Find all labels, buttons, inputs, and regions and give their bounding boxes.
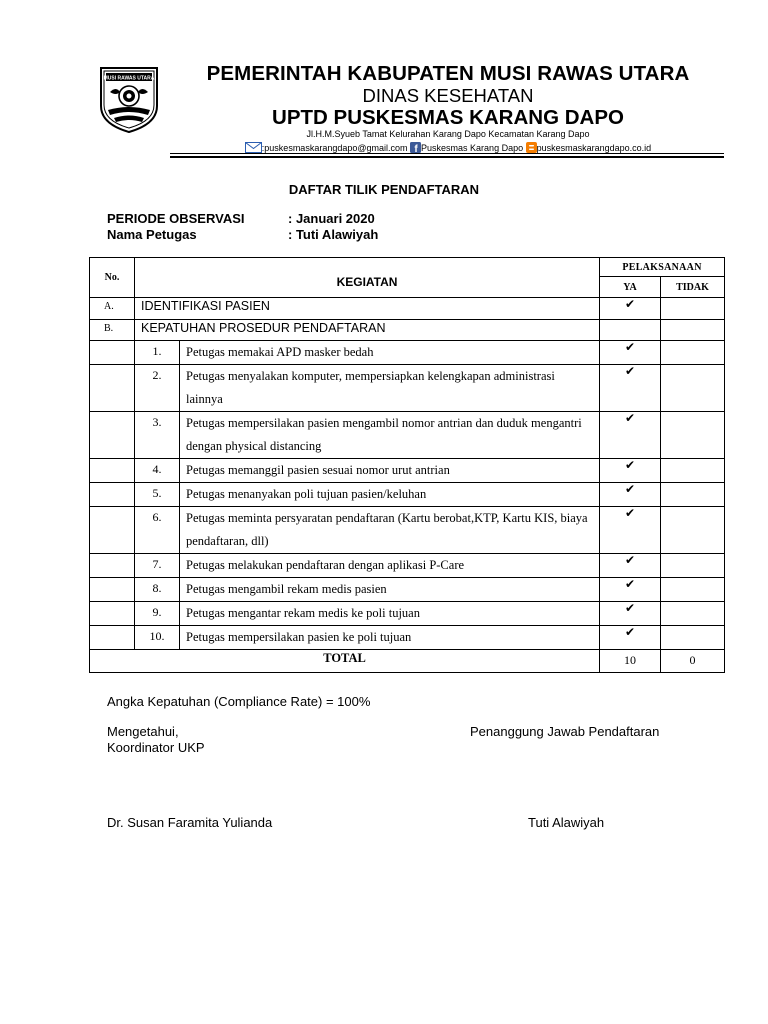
item-number: 2. <box>135 365 180 412</box>
indent-cell <box>90 554 135 578</box>
item-text: Petugas meminta persyaratan pendaftaran (Kartu berobat,KTP, Kartu KIS, biaya pendaftaran, dll) <box>180 507 600 554</box>
header-implementation: PELAKSANAAN <box>600 258 725 277</box>
indent-cell <box>90 483 135 507</box>
check-ya: ✔ <box>600 365 661 412</box>
indent-cell <box>90 507 135 554</box>
check-tidak <box>661 578 725 602</box>
item-number: 3. <box>135 412 180 459</box>
check-ya <box>600 320 661 341</box>
responsible-title: Penanggung Jawab Pendaftaran <box>470 724 660 739</box>
check-ya: ✔ <box>600 341 661 365</box>
item-number: 6. <box>135 507 180 554</box>
check-tidak <box>661 412 725 459</box>
check-ya: ✔ <box>600 483 661 507</box>
check-ya: ✔ <box>600 298 661 320</box>
government-name: PEMERINTAH KABUPATEN MUSI RAWAS UTARA <box>206 62 690 85</box>
department-name: DINAS KESEHATAN <box>362 85 534 106</box>
check-ya: ✔ <box>600 412 661 459</box>
letterhead <box>90 56 726 158</box>
check-ya: ✔ <box>600 554 661 578</box>
indent-cell <box>90 459 135 483</box>
svg-text:f: f <box>414 144 418 153</box>
check-tidak <box>661 602 725 626</box>
item-number: 4. <box>135 459 180 483</box>
officer-label: Nama Petugas <box>107 227 197 242</box>
checklist-table <box>89 257 725 673</box>
compliance-rate: Angka Kepatuhan (Compliance Rate) = 100% <box>107 694 371 709</box>
indent-cell <box>90 626 135 650</box>
total-label: TOTAL <box>90 650 600 673</box>
table-row <box>90 459 725 483</box>
check-tidak <box>661 554 725 578</box>
check-ya: ✔ <box>600 602 661 626</box>
header-no-option: TIDAK <box>661 277 725 298</box>
total-row <box>90 650 725 673</box>
check-tidak <box>661 483 725 507</box>
email-icon <box>245 142 262 153</box>
header-activity: KEGIATAN <box>135 258 600 298</box>
blog-address[interactable]: puskesmaskarangdapo.co.id <box>536 143 652 153</box>
officer-value: : Tuti Alawiyah <box>288 227 379 242</box>
total-tidak: 0 <box>661 650 725 673</box>
item-text: Petugas menyalakan komputer, mempersiapkan kelengkapan administrasi lainnya <box>180 365 600 412</box>
check-tidak <box>661 341 725 365</box>
item-number: 8. <box>135 578 180 602</box>
regency-logo <box>98 66 160 134</box>
item-text: Petugas memakai APD masker bedah <box>180 341 600 365</box>
blogger-icon <box>526 142 537 153</box>
item-number: 7. <box>135 554 180 578</box>
check-ya: ✔ <box>600 626 661 650</box>
coordinator-signature-name: Dr. Susan Faramita Yulianda <box>107 815 273 830</box>
check-tidak <box>661 626 725 650</box>
indent-cell <box>90 602 135 626</box>
table-row <box>90 365 725 412</box>
item-number: 5. <box>135 483 180 507</box>
table-row <box>90 578 725 602</box>
check-tidak <box>661 459 725 483</box>
check-tidak <box>661 298 725 320</box>
item-text: Petugas mengambil rekam medis pasien <box>180 578 600 602</box>
item-text: Petugas memanggil pasien sesuai nomor urut antrian <box>180 459 600 483</box>
health-center-name: UPTD PUSKESMAS KARANG DAPO <box>272 106 624 129</box>
item-number: 10. <box>135 626 180 650</box>
facebook-page[interactable]: Puskesmas Karang Dapo <box>421 143 524 153</box>
logo-text: MUSI RAWAS UTARA <box>103 75 155 82</box>
item-text: Petugas mempersilakan pasien mengambil nomor antrian dan duduk mengantri dengan physical distancing <box>180 412 600 459</box>
item-number: 1. <box>135 341 180 365</box>
check-ya: ✔ <box>600 578 661 602</box>
coordinator-title: Koordinator UKP <box>107 740 205 755</box>
address: Jl.H.M.Syueb Tamat Kelurahan Karang Dapo Kecamatan Karang Dapo <box>306 129 590 139</box>
item-text: Petugas mempersilakan pasien ke poli tujuan <box>180 626 600 650</box>
section-letter: B. <box>90 320 135 341</box>
table-header-row <box>90 258 725 277</box>
table-row <box>90 341 725 365</box>
table-row <box>90 483 725 507</box>
table-row <box>90 507 725 554</box>
item-text: Petugas mengantar rekam medis ke poli tujuan <box>180 602 600 626</box>
section-row <box>90 298 725 320</box>
table-row <box>90 554 725 578</box>
section-label: IDENTIFIKASI PASIEN <box>135 298 600 320</box>
section-row <box>90 320 725 341</box>
check-tidak <box>661 365 725 412</box>
responsible-signature-name: Tuti Alawiyah <box>528 815 605 830</box>
header-yes: YA <box>600 277 661 298</box>
total-ya: 10 <box>600 650 661 673</box>
email-address[interactable]: :puskesmaskarangdapo@gmail.com <box>261 143 408 153</box>
letterhead-rule-thin <box>170 153 724 154</box>
indent-cell <box>90 412 135 459</box>
indent-cell <box>90 341 135 365</box>
period-label: PERIODE OBSERVASI <box>107 211 245 226</box>
check-ya: ✔ <box>600 507 661 554</box>
contact-line <box>170 142 726 153</box>
indent-cell <box>90 578 135 602</box>
facebook-icon <box>410 142 421 153</box>
item-text: Petugas menanyakan poli tujuan pasien/keluhan <box>180 483 600 507</box>
section-letter: A. <box>90 298 135 320</box>
table-row <box>90 626 725 650</box>
item-number: 9. <box>135 602 180 626</box>
indent-cell <box>90 365 135 412</box>
document-title: DAFTAR TILIK PENDAFTARAN <box>288 182 480 197</box>
table-row <box>90 602 725 626</box>
letterhead-rule-thick <box>170 156 724 158</box>
check-ya: ✔ <box>600 459 661 483</box>
table-row <box>90 412 725 459</box>
check-tidak <box>661 507 725 554</box>
header-no: No. <box>90 258 135 298</box>
section-label: KEPATUHAN PROSEDUR PENDAFTARAN <box>135 320 600 341</box>
period-value: : Januari 2020 <box>288 211 375 226</box>
acknowledged-label: Mengetahui, <box>107 724 179 739</box>
item-text: Petugas melakukan pendaftaran dengan aplikasi P-Care <box>180 554 600 578</box>
check-tidak <box>661 320 725 341</box>
